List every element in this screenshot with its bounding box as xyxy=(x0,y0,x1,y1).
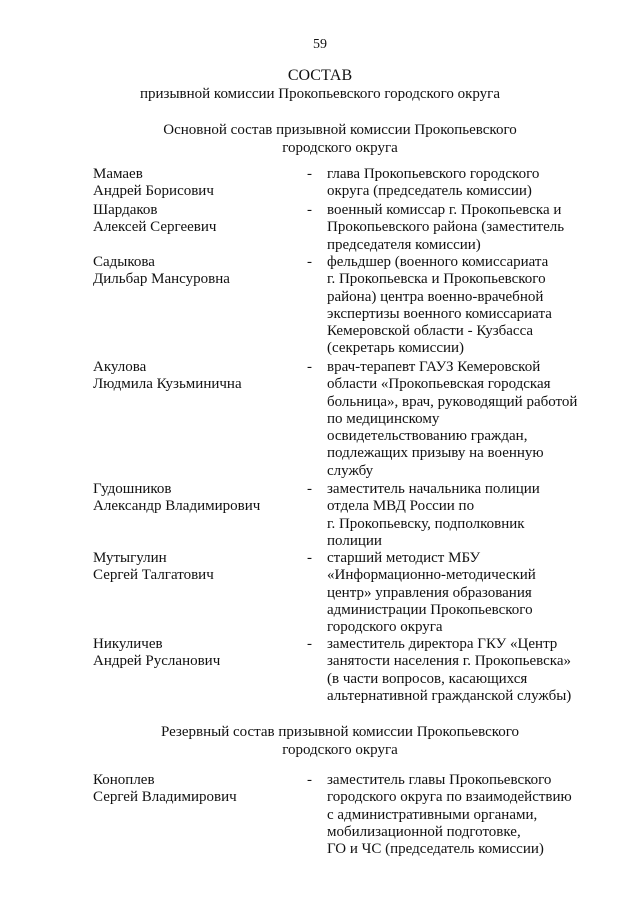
member-given-names: Людмила Кузьминична xyxy=(93,376,242,393)
heading-line: Резервный состав призывной комиссии Прокопьевского xyxy=(160,724,520,740)
member-role xyxy=(327,636,589,705)
role-line: городского округа по взаимодействию xyxy=(327,789,572,806)
heading-line: городского округа xyxy=(282,742,398,758)
member-given-names: Дильбар Мансуровна xyxy=(93,271,230,288)
role-line: альтернативной гражданской службы) xyxy=(327,687,572,704)
role-line: Прокопьевского района (заместитель xyxy=(327,219,565,236)
role-line: военный комиссар г. Прокопьевска и xyxy=(327,202,562,218)
member-name xyxy=(93,202,293,237)
role-line: фельдшер (военного комиссариата xyxy=(327,254,549,270)
member-name xyxy=(93,772,293,807)
role-line: отдела МВД России по xyxy=(327,498,475,515)
member-name xyxy=(93,636,293,671)
role-line: занятости населения г. Прокопьевска» xyxy=(327,653,571,670)
role-line: района) центра военно-врачебной xyxy=(327,288,544,305)
member-name xyxy=(93,359,293,394)
member-surname: Гудошников xyxy=(93,481,172,497)
member-given-names: Сергей Владимирович xyxy=(93,789,237,806)
role-line: полиции xyxy=(327,532,382,549)
role-line: ГО и ЧС (председатель комиссии) xyxy=(327,841,544,858)
role-line: Кемеровской области - Кузбасса xyxy=(327,323,534,340)
document-title: СОСТАВ xyxy=(287,67,353,84)
role-line: освидетельствованию граждан, xyxy=(327,428,528,445)
member-role xyxy=(327,202,589,254)
page-number: 59 xyxy=(313,37,327,52)
member-given-names: Сергей Талгатович xyxy=(93,567,214,584)
member-name xyxy=(93,481,293,516)
member-role xyxy=(327,254,589,358)
role-line: по медицинскому xyxy=(327,410,440,427)
heading-line: Основной состав призывной комиссии Прокопьевского xyxy=(163,122,517,138)
member-given-names: Андрей Борисович xyxy=(93,183,214,200)
role-line: округа (председатель комиссии) xyxy=(327,183,532,200)
document-title-block xyxy=(0,66,640,103)
role-line: (секретарь комиссии) xyxy=(327,340,465,357)
role-line: области «Прокопьевская городская xyxy=(327,376,551,393)
role-line: заместитель главы Прокопьевского xyxy=(327,772,552,788)
role-line: администрации Прокопьевского xyxy=(327,601,533,618)
member-surname: Акулова xyxy=(93,359,147,375)
member-name xyxy=(93,254,293,289)
main-section-heading xyxy=(120,121,560,157)
role-line: г. Прокопьевска и Прокопьевского xyxy=(327,271,546,288)
member-given-names: Андрей Русланович xyxy=(93,653,221,670)
role-line: подлежащих призыву на военную xyxy=(327,445,544,462)
role-line: больница», врач, руководящий работой xyxy=(327,393,578,410)
member-given-names: Александр Владимирович xyxy=(93,498,261,515)
separator-dash: - xyxy=(307,202,312,218)
role-line: экспертизы военного комиссариата xyxy=(327,305,552,322)
member-role xyxy=(327,166,589,201)
separator-dash: - xyxy=(307,359,312,375)
member-role xyxy=(327,481,589,550)
role-line: (в части вопросов, касающихся xyxy=(327,670,528,687)
member-role xyxy=(327,359,589,480)
member-role xyxy=(327,772,589,858)
role-line: службу xyxy=(327,462,374,479)
member-surname: Мутыгулин xyxy=(93,550,167,566)
member-given-names: Алексей Сергеевич xyxy=(93,219,217,236)
role-line: глава Прокопьевского городского xyxy=(327,166,540,182)
separator-dash: - xyxy=(307,166,312,182)
role-line: заместитель директора ГКУ «Центр xyxy=(327,636,558,652)
separator-dash: - xyxy=(307,481,312,497)
member-surname: Шардаков xyxy=(93,202,158,218)
reserve-section-heading xyxy=(120,723,560,759)
document-subtitle: призывной комиссии Прокопьевского городского округа xyxy=(139,86,500,102)
role-line: старший методист МБУ xyxy=(327,550,481,566)
heading-line: городского округа xyxy=(282,140,398,156)
separator-dash: - xyxy=(307,636,312,652)
role-line: председателя комиссии) xyxy=(327,236,481,253)
separator-dash: - xyxy=(307,772,312,788)
role-line: заместитель начальника полиции xyxy=(327,481,540,497)
separator-dash: - xyxy=(307,550,312,566)
separator-dash: - xyxy=(307,254,312,270)
role-line: мобилизационной подготовке, xyxy=(327,823,521,840)
member-surname: Коноплев xyxy=(93,772,155,788)
role-line: «Информационно-методический xyxy=(327,567,536,584)
member-role xyxy=(327,550,589,636)
role-line: городского округа xyxy=(327,619,443,636)
role-line: с административными органами, xyxy=(327,806,538,823)
role-line: г. Прокопьевску, подполковник xyxy=(327,515,525,532)
member-name xyxy=(93,550,293,585)
role-line: врач-терапевт ГАУЗ Кемеровской xyxy=(327,359,541,375)
member-surname: Садыкова xyxy=(93,254,155,270)
role-line: центр» управления образования xyxy=(327,584,532,601)
member-surname: Никуличев xyxy=(93,636,163,652)
member-surname: Мамаев xyxy=(93,166,143,182)
member-name xyxy=(93,166,293,201)
